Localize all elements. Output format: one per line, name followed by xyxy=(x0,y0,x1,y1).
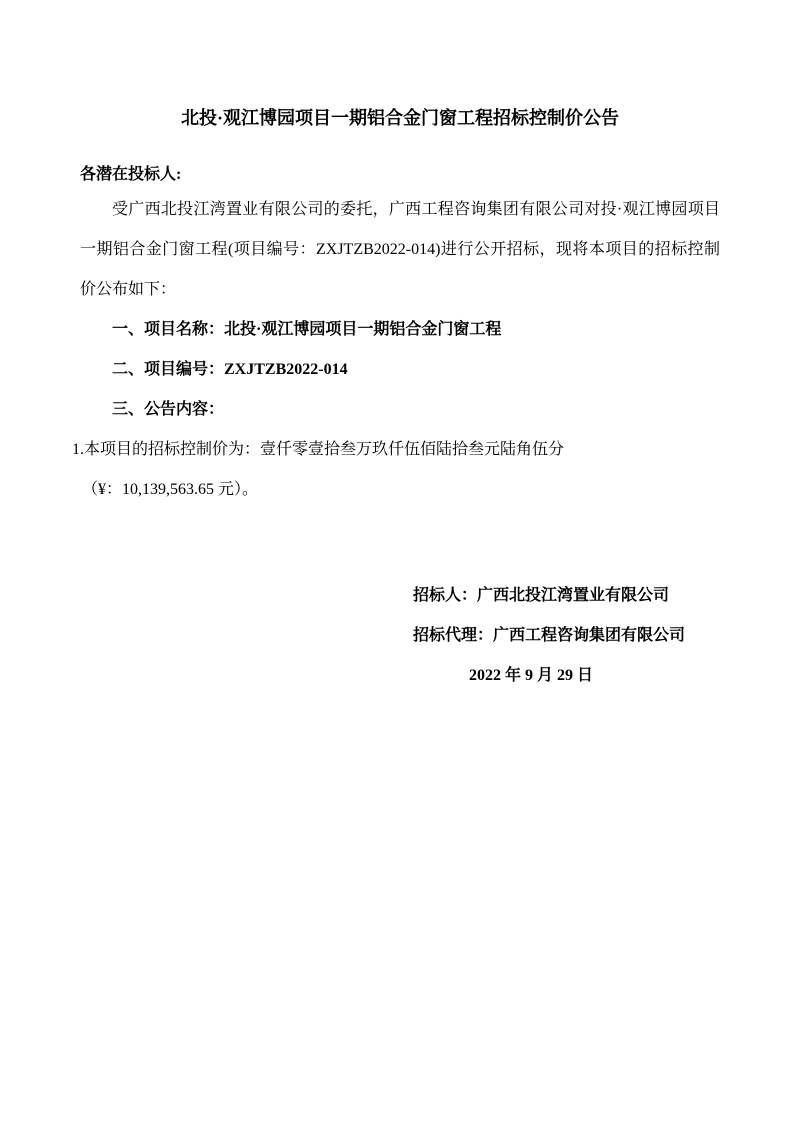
numbered-items xyxy=(80,310,720,430)
date-line: 2022 年 9 月 29 日 xyxy=(469,667,594,684)
item-project-number: 二、项目编号：ZXJTZB2022-014 xyxy=(112,361,348,378)
salutation-line: 各潜在投标人: xyxy=(80,166,182,183)
item-project-name: 一、项目名称：北投·观江博园项目一期铝合金门窗工程 xyxy=(112,321,502,338)
intro-paragraph: 受广西北投江湾置业有限公司的委托，广西工程咨询集团有限公司对投·观江博园项目一期铝合金门窗工程(项目编号：ZXJTZB2022-014)进行公开招标，现将本项目的招标控制价公布如下： xyxy=(80,201,720,298)
price-in-words-line: 1.本项目的招标控制价为：壹仟零壹拾叁万玖仟伍佰陆拾叁元陆角伍分 xyxy=(72,441,565,458)
signature-block xyxy=(413,576,800,696)
price-in-figures-line: （¥：10,139,563.65 元）。 xyxy=(82,481,259,498)
page-title: 北投·观江博园项目一期铝合金门窗工程招标控制价公告 xyxy=(180,108,619,128)
tenderer-line: 招标人：广西北投江湾置业有限公司 xyxy=(413,587,670,604)
agent-line: 招标代理：广西工程咨询集团有限公司 xyxy=(413,627,686,644)
item-announcement-content: 三、公告内容： xyxy=(112,401,225,418)
